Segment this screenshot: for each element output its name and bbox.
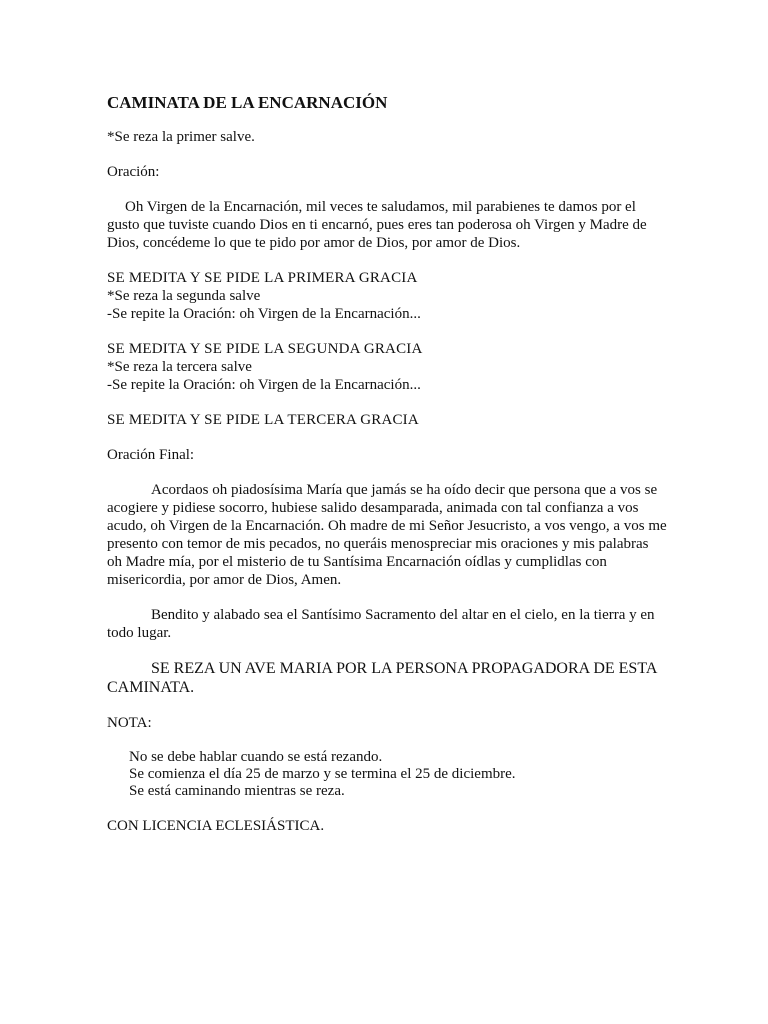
oracion-final-paragraph: Acordaos oh piadosísima María que jamás se ha oído decir que persona que a vos se acogiere y pidiese socorro, hubiese salido desamparada, animada con tal confianza a vos acudo, oh Virgen de la Encarnación. Oh madre de mi Señor Jesucristo, a vos vengo, a vos me presento con temor de mis pecados, no queráis menospreciar mis oraciones y mis palabras oh Madre mía, por el misterio de tu Santísima Encarnación oídlas y cumplidlas con misericordia, por amor de Dios, Amen. bbox=[107, 482, 667, 588]
oracion-label: Oración: bbox=[107, 164, 160, 180]
nota-item: Se comienza el día 25 de marzo y se termina el 25 de diciembre. bbox=[129, 766, 516, 782]
bendito-paragraph: Bendito y alabado sea el Santísimo Sacramento del altar en el cielo, en la tierra y en todo lugar. bbox=[107, 607, 655, 641]
section-line-tercera-salve: *Se reza la tercera salve bbox=[107, 359, 252, 375]
document-title: CAMINATA DE LA ENCARNACIÓN bbox=[107, 93, 388, 112]
section-line-segunda-salve: *Se reza la segunda salve bbox=[107, 288, 261, 304]
section-line-repite-2: -Se repite la Oración: oh Virgen de la Encarnación... bbox=[107, 377, 421, 393]
first-salve-line: *Se reza la primer salve. bbox=[107, 129, 255, 145]
section-heading-primera: SE MEDITA Y SE PIDE LA PRIMERA GRACIA bbox=[107, 270, 418, 286]
document-page bbox=[107, 92, 667, 835]
nota-label: NOTA: bbox=[107, 715, 152, 731]
licencia-line: CON LICENCIA ECLESIÁSTICA. bbox=[107, 818, 325, 834]
ave-maria-paragraph: SE REZA UN AVE MARIA POR LA PERSONA PROPAGADORA DE ESTA CAMINATA. bbox=[107, 660, 657, 696]
section-heading-tercera: SE MEDITA Y SE PIDE LA TERCERA GRACIA bbox=[107, 412, 419, 428]
section-line-repite-1: -Se repite la Oración: oh Virgen de la Encarnación... bbox=[107, 306, 421, 322]
section-heading-segunda: SE MEDITA Y SE PIDE LA SEGUNDA GRACIA bbox=[107, 341, 423, 357]
nota-item: Se está caminando mientras se reza. bbox=[129, 783, 345, 799]
oracion-paragraph: Oh Virgen de la Encarnación, mil veces te saludamos, mil parabienes te damos por el gusto que tuviste cuando Dios en ti encarnó, pues eres tan poderosa oh Virgen y Madre de Dios, concédeme lo que te pido por amor de Dios, por amor de Dios. bbox=[107, 199, 647, 251]
oracion-final-label: Oración Final: bbox=[107, 447, 195, 463]
nota-item: No se debe hablar cuando se está rezando. bbox=[129, 749, 383, 765]
